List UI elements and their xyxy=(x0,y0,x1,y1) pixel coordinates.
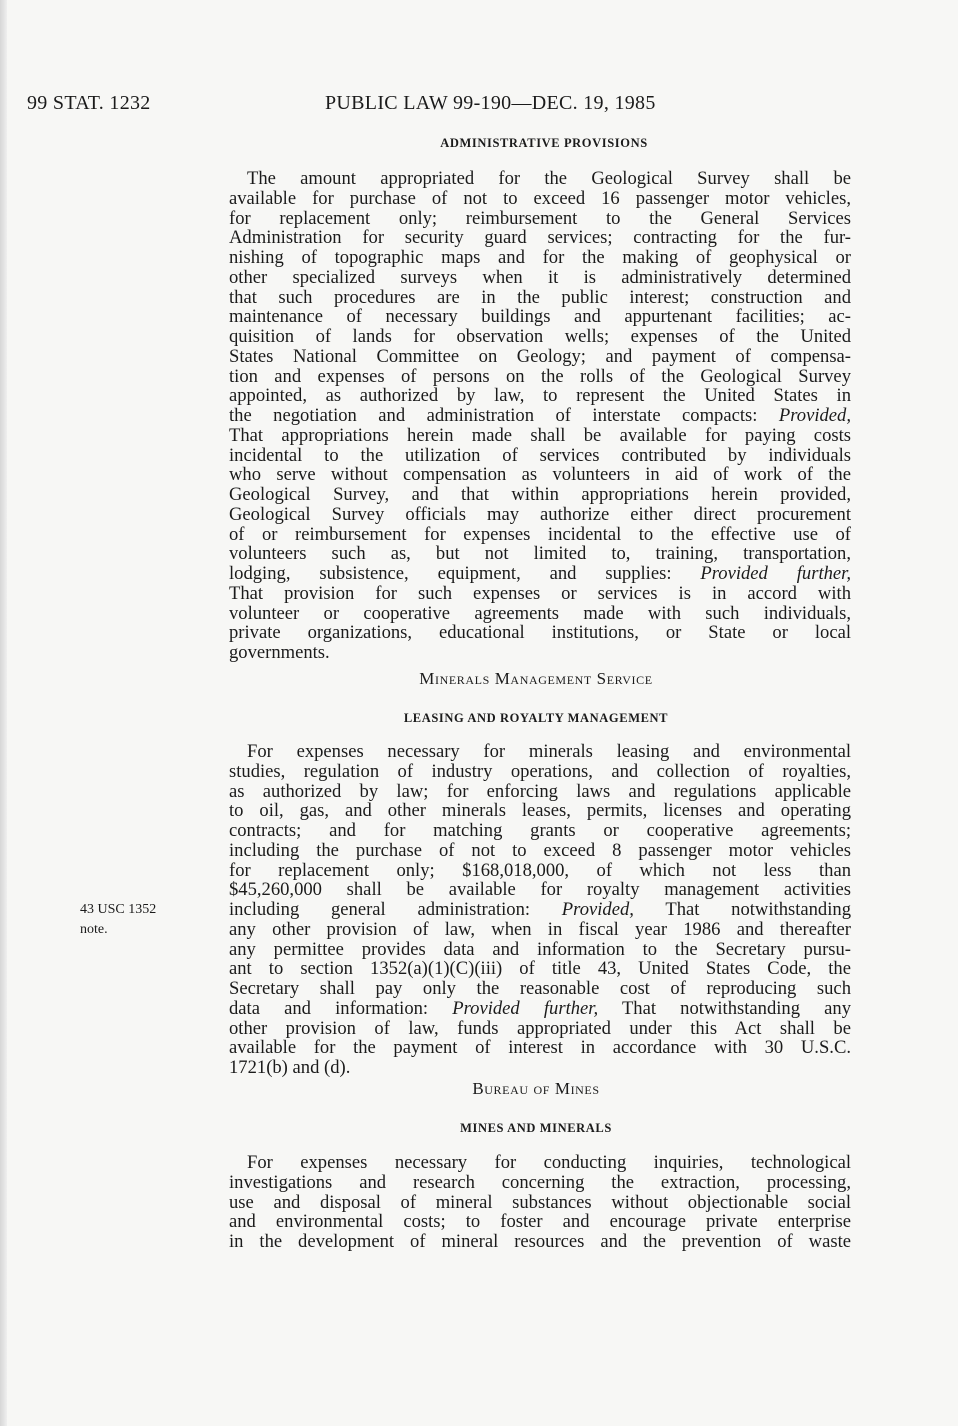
text-line xyxy=(229,801,851,821)
text-line xyxy=(229,169,851,189)
text-line xyxy=(229,505,851,525)
text-run: 1721(b) and (d). xyxy=(229,1058,351,1078)
text-line xyxy=(229,861,851,881)
text-line xyxy=(229,841,851,861)
text-run: Secretary shall pay only the reasonable cost of reproducing such xyxy=(229,979,851,999)
text-run: quisition of lands for observation wells; expenses of the United xyxy=(229,327,851,347)
text-line xyxy=(229,782,851,802)
text-line xyxy=(229,544,851,564)
text-line xyxy=(229,979,851,999)
text-run: the negotiation and administration of interstate compacts: xyxy=(229,406,779,426)
text-line xyxy=(229,367,851,387)
text-line xyxy=(229,564,851,584)
text-run: in the development of mineral resources and the prevention of waste xyxy=(229,1232,851,1252)
text-run: Geological Survey, and that within appropriations herein provided, xyxy=(229,485,851,505)
margin-note-suffix: note. xyxy=(80,922,108,937)
text-run: The amount appropriated for the Geological Survey shall be xyxy=(247,169,851,189)
heading-minerals-management-service: Minerals Management Service xyxy=(419,669,653,688)
running-title: PUBLIC LAW 99-190—DEC. 19, 1985 xyxy=(325,92,656,114)
text-line xyxy=(229,1038,851,1058)
text-line xyxy=(229,604,851,624)
text-line xyxy=(229,1019,851,1039)
text-line xyxy=(229,762,851,782)
text-line xyxy=(229,1153,851,1173)
text-run: including general administration: xyxy=(229,900,562,920)
text-run: That notwithstanding xyxy=(633,900,851,920)
text-line xyxy=(229,821,851,841)
text-line xyxy=(229,959,851,979)
text-run: to oil, gas, and other minerals leases, permits, licenses and operating xyxy=(229,801,851,821)
text-line xyxy=(229,643,851,663)
text-line xyxy=(229,189,851,209)
text-run: That notwithstanding any xyxy=(598,998,851,1019)
text-line xyxy=(229,307,851,327)
text-run: private organizations, educational institutions, or State or local xyxy=(229,623,851,643)
text-run: for replacement only; $168,018,000, of which not less than xyxy=(229,860,851,881)
text-run: volunteers such as, but not limited to, training, transportation, xyxy=(229,544,851,564)
text-line xyxy=(229,327,851,347)
text-line xyxy=(229,742,851,762)
text-run: as authorized by law; for enforcing laws and regulations applicable xyxy=(229,781,851,802)
text-line xyxy=(229,1058,851,1078)
heading-bureau-of-mines: Bureau of Mines xyxy=(472,1079,600,1098)
text-run: available for the payment of interest in accordance with 30 U.S.C. xyxy=(229,1038,851,1058)
text-line xyxy=(229,623,851,643)
heading-administrative-provisions: ADMINISTRATIVE PROVISIONS xyxy=(440,136,648,150)
text-run: appointed, as authorized by law, to represent the United States in xyxy=(229,386,851,406)
text-run: other specialized surveys when it is administratively determined xyxy=(229,267,851,288)
text-line xyxy=(229,209,851,229)
text-run: studies, regulation of industry operations, and collection of royalties, xyxy=(229,761,851,782)
text-run: Administration for security guard services; contracting for the fur- xyxy=(229,228,851,248)
text-run: $45,260,000 shall be available for royalty management activities xyxy=(229,880,851,900)
heading-mines-and-minerals: MINES AND MINERALS xyxy=(460,1121,612,1135)
text-run: maintenance of necessary buildings and appurtenant facilities; ac- xyxy=(229,307,851,327)
text-line xyxy=(229,347,851,367)
text-line xyxy=(229,268,851,288)
paragraph-minerals-management xyxy=(229,742,851,1078)
text-run: of or reimbursement for expenses incidental to the effective use of xyxy=(229,524,851,545)
text-run: governments. xyxy=(229,643,330,663)
text-line xyxy=(229,999,851,1019)
paragraph-geological-survey xyxy=(229,169,851,663)
text-line xyxy=(229,465,851,485)
text-line xyxy=(229,446,851,466)
text-line xyxy=(229,426,851,446)
heading-leasing-royalty: LEASING AND ROYALTY MANAGEMENT xyxy=(403,711,669,725)
text-run: that such procedures are in the public interest; construction and xyxy=(229,287,851,308)
text-run: nishing of topographic maps and for the making of geophysical or xyxy=(229,248,851,268)
text-line xyxy=(229,228,851,248)
text-line xyxy=(229,386,851,406)
italic-proviso: Provided, xyxy=(778,406,851,426)
text-line xyxy=(229,940,851,960)
text-run: For expenses necessary for minerals leasing and environmental xyxy=(247,742,851,762)
text-line xyxy=(229,1173,851,1193)
stat-page-number: 99 STAT. 1232 xyxy=(27,92,151,114)
text-line xyxy=(229,1212,851,1232)
page-edge xyxy=(0,0,7,1426)
text-line xyxy=(229,288,851,308)
text-run: for replacement only; reimbursement to the General Services xyxy=(229,208,851,229)
text-run: incidental to the utilization of services contributed by individuals xyxy=(229,445,851,466)
text-line xyxy=(229,248,851,268)
text-run: For expenses necessary for conducting inquiries, technological xyxy=(247,1153,851,1173)
text-run: investigations and research concerning the extraction, processing, xyxy=(229,1172,851,1193)
text-run: That appropriations herein made shall be available for paying costs xyxy=(229,425,851,446)
margin-note-citation: 43 USC 1352 xyxy=(80,902,157,917)
text-run: volunteer or cooperative agreements made with such individuals, xyxy=(229,603,851,624)
text-line xyxy=(229,1232,851,1252)
text-run: use and disposal of mineral substances without objectionable social xyxy=(229,1192,851,1213)
text-run: and environmental costs; to foster and encourage private enterprise xyxy=(229,1212,851,1232)
text-line xyxy=(229,900,851,920)
text-run: other provision of law, funds appropriated under this Act shall be xyxy=(229,1018,851,1039)
text-line xyxy=(229,485,851,505)
text-run: contracts; and for matching grants or cooperative agreements; xyxy=(229,821,851,841)
text-line xyxy=(229,880,851,900)
text-run: That provision for such expenses or services is in accord with xyxy=(229,583,851,604)
text-line xyxy=(229,1193,851,1213)
paragraph-bureau-of-mines xyxy=(229,1153,851,1252)
text-line xyxy=(229,406,851,426)
text-line xyxy=(229,920,851,940)
text-line xyxy=(229,525,851,545)
text-run: available for purchase of not to exceed 16 passenger motor vehicles, xyxy=(229,188,851,209)
text-run: data and information: xyxy=(229,998,453,1019)
text-run: ant to section 1352(a)(1)(C)(iii) of title 43, United States Code, the xyxy=(229,959,851,979)
text-run: Geological Survey officials may authorize either direct procurement xyxy=(229,504,851,525)
text-run: any other provision of law, when in fiscal year 1986 and thereafter xyxy=(229,919,851,940)
text-run: including the purchase of not to exceed 8 passenger motor vehicles xyxy=(229,840,851,861)
italic-proviso: Provided, xyxy=(561,900,634,920)
text-run: who serve without compensation as volunteers in aid of work of the xyxy=(229,465,851,485)
text-run: lodging, subsistence, equipment, and supplies: xyxy=(229,564,701,584)
italic-proviso: Provided further, xyxy=(452,998,599,1019)
italic-proviso: Provided further, xyxy=(700,564,851,584)
text-run: States National Committee on Geology; and payment of compensa- xyxy=(229,346,851,367)
text-run: any permittee provides data and information to the Secretary pursu- xyxy=(229,939,851,960)
text-line xyxy=(229,584,851,604)
text-run: tion and expenses of persons on the rolls of the Geological Survey xyxy=(229,366,851,387)
